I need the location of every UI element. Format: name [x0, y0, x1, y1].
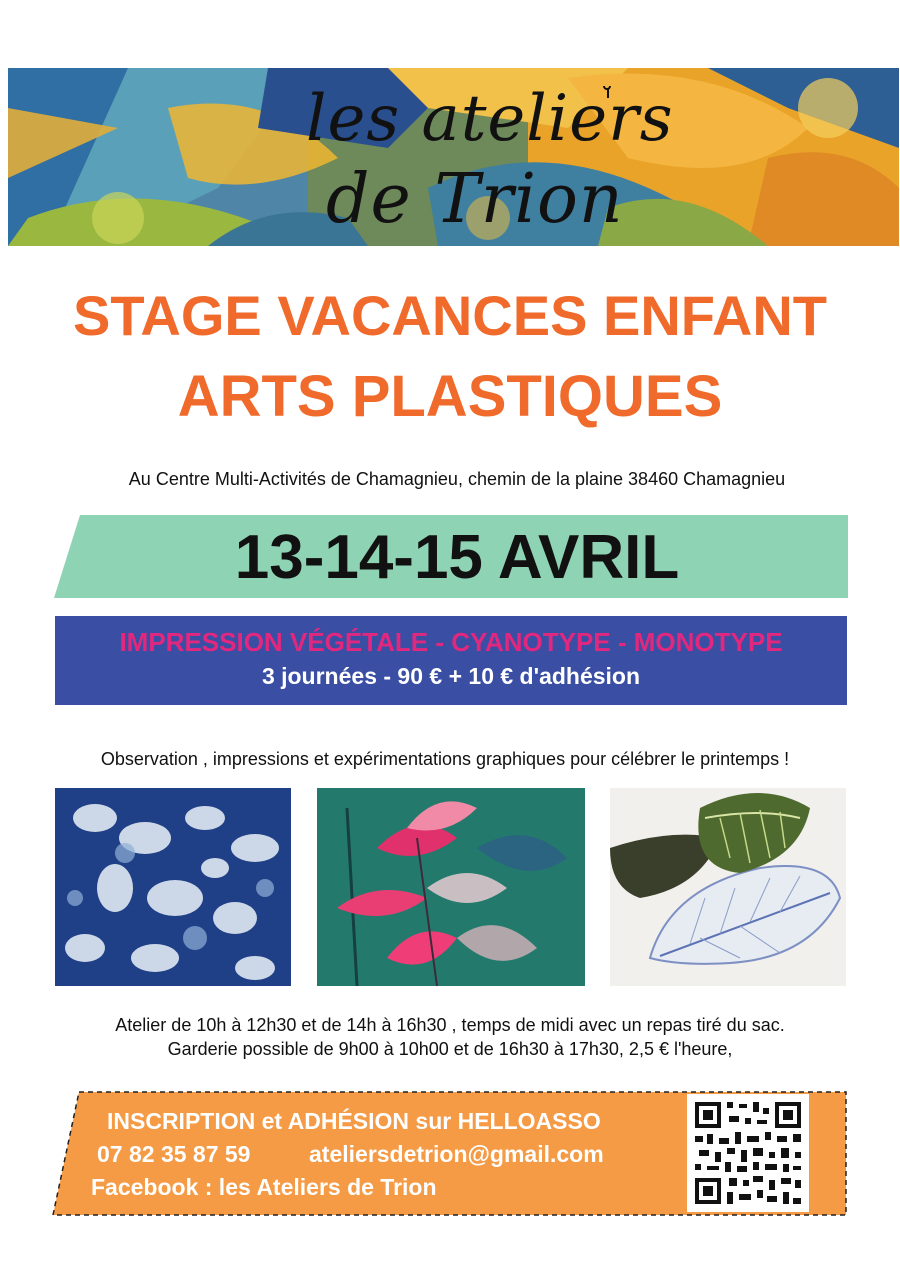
cyanotype-photo: [55, 788, 291, 986]
venue-address: Au Centre Multi-Activités de Chamagnieu, chemin de la plaine 38460 Chamagnieu: [128, 469, 786, 489]
header-banner: [8, 68, 899, 246]
logo-text-line1: les ateliers: [306, 82, 674, 156]
phone-number[interactable]: 07 82 35 87 59: [97, 1141, 251, 1167]
event-dates: 13-14-15 AVRIL: [234, 523, 680, 592]
qr-code-icon[interactable]: [687, 1094, 809, 1212]
techniques-text: IMPRESSION VÉGÉTALE - CYANOTYPE - MONOTYPE: [119, 627, 783, 657]
schedule-line1: Atelier de 10h à 12h30 et de 14h à 16h30 , temps de midi avec un repas tiré du sac.: [115, 1015, 785, 1035]
description-text: Observation , impressions et expérimentations graphiques pour célébrer le printemps !: [100, 749, 790, 769]
page-title-line2: ARTS PLASTIQUES: [177, 364, 723, 429]
page-title-line1: STAGE VACANCES ENFANT: [73, 284, 827, 347]
monotype-photo: [317, 788, 585, 986]
email-address[interactable]: ateliersdetrion@gmail.com: [309, 1141, 604, 1167]
facebook-text[interactable]: Facebook : les Ateliers de Trion: [91, 1174, 437, 1200]
schedule-line2: Garderie possible de 9h00 à 10h00 et de 16h30 à 17h30, 2,5 € l'heure,: [167, 1039, 733, 1059]
info-band: [55, 616, 847, 705]
logo-text-line2: de Trion: [326, 160, 624, 239]
pricing-text: 3 journées - 90 € + 10 € d'adhésion: [261, 663, 641, 689]
leaf-print-photo: [610, 788, 846, 986]
registration-text: INSCRIPTION et ADHÉSION sur HELLOASSO: [107, 1108, 601, 1134]
contact-box: [51, 1090, 848, 1217]
